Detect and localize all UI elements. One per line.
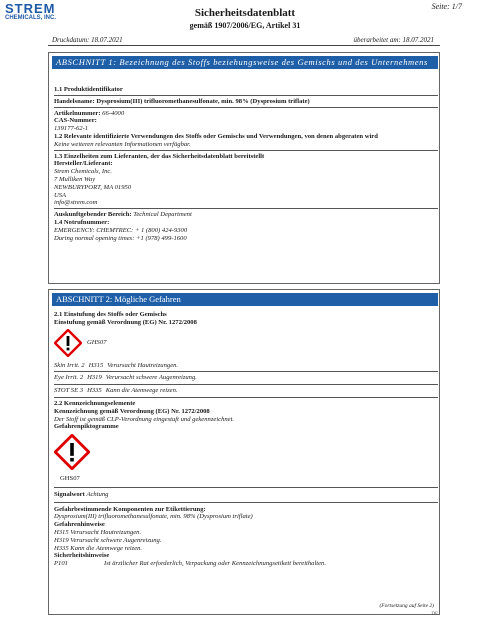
- article-label: Artikelnummer:: [54, 109, 101, 117]
- divider: [54, 208, 438, 209]
- divider: [54, 384, 438, 385]
- hazard-code: H319: [87, 374, 102, 382]
- precaution-code: P101: [54, 560, 68, 568]
- hazard-code: H335: [87, 387, 102, 395]
- supplier-label: Hersteller/Lieferant:: [54, 160, 113, 168]
- hazard-row: [54, 387, 438, 395]
- hazard-row: [54, 374, 438, 382]
- info-value: Technical Department: [133, 211, 192, 219]
- classification-label: Einstufung gemäß Verordnung (EG) Nr. 1272/2008: [54, 318, 197, 326]
- emergency-number: EMERGENCY: CHEMTREC: + 1 (800) 424-9300: [54, 226, 188, 234]
- section-1-heading: ABSCHNITT 1: Bezeichnung des Stoffs beziehungsweise des Gemischs und des Unternehmens: [52, 56, 438, 69]
- normal-hours-number: During normal opening times: +1 (978) 499-1600: [54, 234, 187, 242]
- precaution-text: Ist ärztlicher Rat erforderlich, Verpackung oder Kennzeichnungsetikett bereithalten.: [104, 560, 327, 568]
- divider: [54, 107, 438, 108]
- divider: [54, 95, 438, 96]
- ghs07-exclamation-icon: [54, 434, 90, 470]
- section-1-body: [54, 86, 438, 242]
- hazard-text: Verursacht schwere Augenreizung.: [105, 374, 197, 382]
- cas-value: 139177-62-1: [54, 125, 89, 133]
- document-title: Sicherheitsdatenblatt: [194, 7, 296, 19]
- s12-heading: 1.2 Relevante identifizierte Verwendungen des Stoffs oder Gemischs und Verwendungen, von denen abgeraten wird: [54, 132, 378, 140]
- hazard-row: [54, 362, 438, 370]
- trade-name-value: Dysprosium(III) trifluoromethanesulfonate, min. 98% (Dysprosium triflate): [96, 97, 310, 105]
- divider: [54, 502, 438, 503]
- hazard-statements-label: Gefahrenhinweise: [54, 521, 105, 529]
- ghs07-label: GHS07: [87, 338, 107, 346]
- ghs07-pictogram-block: [54, 434, 438, 483]
- s21-heading: 2.1 Einstufung des Stoffs oder Gemischs: [54, 311, 167, 318]
- s13-heading: 1.3 Einzelheiten zum Lieferanten, der das Sicherheitsdatenblatt bereitstellt: [54, 152, 265, 160]
- header-divider: [48, 45, 440, 46]
- divider: [54, 397, 438, 398]
- label-text: Der Stoff ist gemäß CLP-Verordnung eingestuft und gekennzeichnet.: [54, 415, 235, 423]
- components-value: Dysprosium(III) trifluoromethanesulfonate, min. 98% (Dysprosium triflate): [54, 513, 253, 521]
- hazard-statement: H335 Kann die Atemwege reizen.: [54, 544, 143, 552]
- logo-sub: CHEMICALS, INC.: [5, 15, 56, 21]
- precaution-row: [54, 560, 438, 568]
- trade-name-label: Handelsname:: [54, 97, 95, 105]
- language-code: DE: [431, 612, 438, 617]
- supplier-line: 7 Mulliken Way: [54, 175, 96, 183]
- hazard-code: H315: [88, 361, 104, 369]
- hazard-text: Kann die Atemwege reizen.: [105, 387, 178, 395]
- section-2-body: [54, 311, 438, 568]
- components-label: Gefahrbestimmende Komponenten zur Etikettierung:: [54, 505, 206, 513]
- s12-text: Keine weiteren relevanten Informationen verfügbar.: [54, 140, 191, 148]
- signal-word-label: Signalwort: [54, 490, 85, 498]
- logo-main: STREM: [5, 1, 56, 16]
- info-label: Auskunftgebender Bereich:: [54, 211, 132, 219]
- ghs07-caption: GHS07: [60, 474, 80, 482]
- section-2-heading: ABSCHNITT 2: Mögliche Gefahren: [52, 293, 438, 306]
- label-regulation: Kennzeichnung gemäß Verordnung (EG) Nr. 1272/2008: [54, 407, 210, 415]
- hazard-text: Verursacht Hautreizungen.: [107, 361, 179, 369]
- print-date: Druckdatum: 18.07.2021: [52, 36, 123, 44]
- ghs07-exclamation-icon: [54, 329, 82, 357]
- s14-heading: 1.4 Notrufnummer:: [54, 218, 110, 226]
- hazard-statement: H319 Verursacht schwere Augenreizung.: [54, 536, 162, 544]
- divider: [54, 371, 438, 372]
- s11-heading: 1.1 Produktidentifikator: [54, 86, 123, 93]
- hazard-category: Skin Irrit. 2: [54, 361, 85, 369]
- revision-date: überarbeitet am: 18.07.2021: [353, 36, 434, 44]
- supplier-line: NEWBURYPORT, MA 01950: [54, 183, 132, 191]
- article-value: 66-4000: [102, 109, 125, 117]
- signal-word-value: Achtung: [86, 490, 109, 498]
- pictogram-label: Gefahrenpiktogramme: [54, 423, 119, 431]
- divider: [54, 487, 438, 488]
- document-subtitle: gemäß 1907/2006/EG, Artikel 31: [189, 21, 301, 30]
- page-number: Seite: 1/7: [431, 2, 462, 11]
- continued-note: (Fortsetzung auf Seite 2): [379, 603, 434, 609]
- hazard-category: STOT SE 3: [54, 387, 84, 395]
- hazard-category: Eye Irrit. 2: [54, 374, 84, 382]
- supplier-line: Strem Chemicals, Inc.: [54, 168, 112, 176]
- hazard-statement: H315 Verursacht Hautreizungen.: [54, 528, 142, 536]
- supplier-line: USA: [54, 191, 67, 199]
- supplier-email[interactable]: info@strem.com: [54, 199, 98, 207]
- ghs07-row: [54, 329, 438, 357]
- cas-label: CAS-Nummer:: [54, 117, 97, 125]
- divider: [54, 150, 438, 151]
- precaution-label: Sicherheitshinweise: [54, 552, 110, 560]
- s22-heading: 2.2 Kennzeichnungselemente: [54, 399, 136, 407]
